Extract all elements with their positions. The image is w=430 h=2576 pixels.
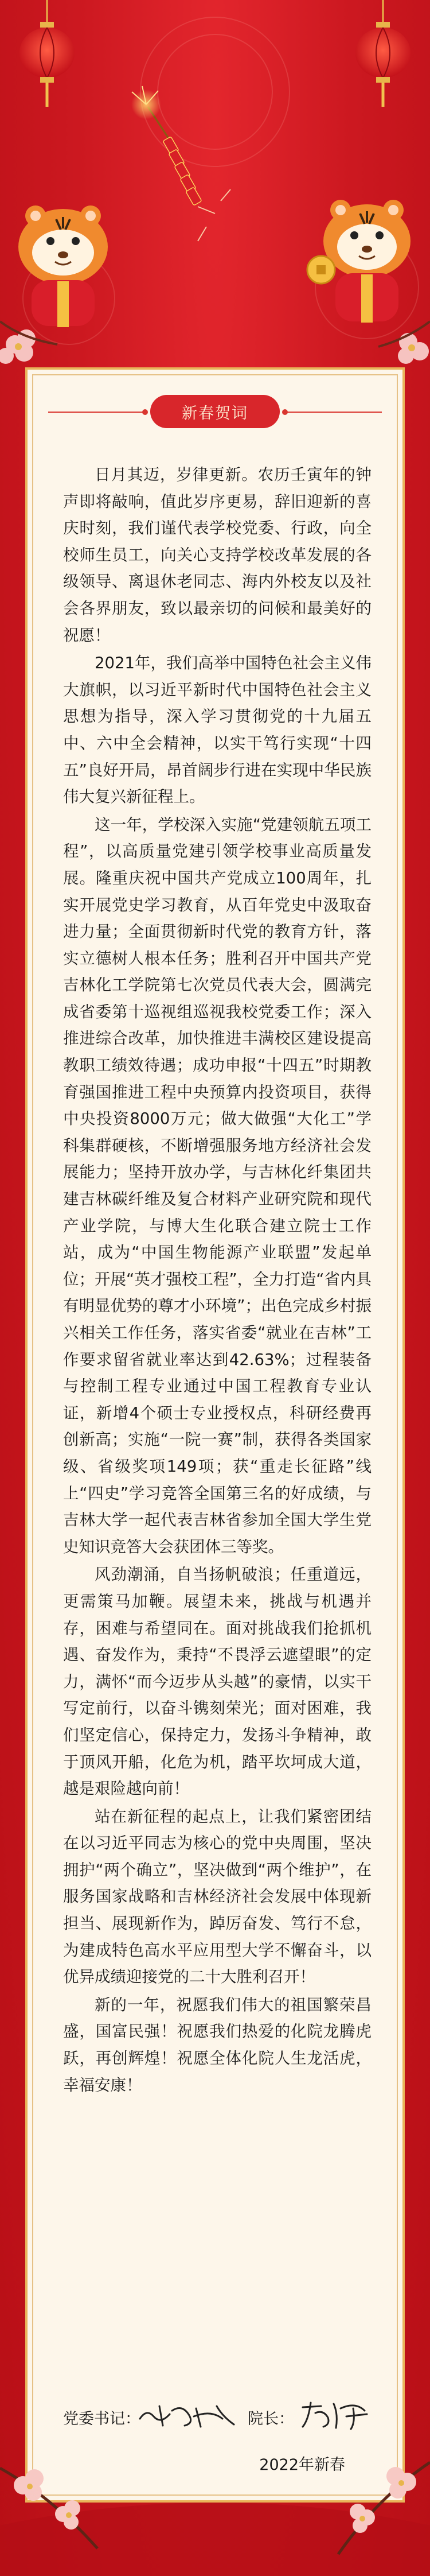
party-secretary-label: 党委书记： <box>63 2410 140 2428</box>
paragraph: 风劲潮涌，自当扬帆破浪；任重道远，更需策马加鞭。展望未来，挑战与机遇并存，困难与希望同在。面对挑战我们抢抓机遇、奋发作为，秉持“不畏浮云遮望眼”的定力，满怀“而今迈步从头越”的豪情，以实干写定前行，以奋斗镌刻荣光；面对困难，我们坚定信心，保持定力，发扬斗争精神，敢于顶风开船，化危为机，踏平坎坷成大道，越是艰险越向前！ <box>63 1565 372 1798</box>
footer-decoration <box>0 2411 430 2576</box>
greeting-body <box>63 461 372 2100</box>
president-label: 院长： <box>248 2410 294 2428</box>
paragraph: 新的一年，祝愿我们伟大的祖国繁荣昌盛，国富民强！祝愿我们热爱的化院龙腾虎跃，再创辉煌！祝愿全体化院人生龙活虎，幸福安康！ <box>63 1995 372 2094</box>
greeting-card <box>25 367 405 2503</box>
plum-blossom-icon <box>378 321 430 364</box>
title-dot-left <box>142 409 148 415</box>
title-divider-right <box>286 412 382 413</box>
lantern-icon <box>19 0 75 107</box>
tiger-mascot-icon <box>307 200 411 323</box>
card-title: 新春贺词 <box>150 395 280 428</box>
tiger-mascot-icon <box>18 205 108 327</box>
title-divider-left <box>48 412 144 413</box>
lantern-icon <box>355 0 411 107</box>
card-title-row <box>28 395 402 429</box>
footer-illustration <box>0 2411 430 2576</box>
greeting-date: 2022年新春 <box>259 2456 345 2474</box>
plum-blossom-icon <box>0 321 57 364</box>
banner-illustration <box>0 0 430 379</box>
paragraph: 日月其迈，岁律更新。农历壬寅年的钟声即将敲响，值此岁序更易，辞旧迎新的喜庆时刻，我们谨代表学校党委、行政，向全校师生员工，向关心支持学校改革发展的各级领导、离退休老同志、海内外校友以及社会各界朋友，致以最亲切的问候和最美好的祝愿！ <box>63 465 372 645</box>
new-year-banner <box>0 0 430 367</box>
firecracker-icon <box>131 86 202 205</box>
paragraph: 2021年，我们高举中国特色社会主义伟大旗帜，以习近平新时代中国特色社会主义思想为指导，深入学习贯彻党的十九届五中、六中全会精神，以实干笃行实现“十四五”良好开局，昂首阔步行进在实现中华民族伟大复兴新征程上。 <box>63 654 372 806</box>
paragraph: 站在新征程的起点上，让我们紧密团结在以习近平同志为核心的党中央周围，坚决拥护“两个确立”，坚决做到“两个维护”，在服务国家战略和吉林经济社会发展中体现新担当、展现新作为，踔厉奋发、笃行不怠，为建成特色高水平应用型大学不懈奋斗，以优异成绩迎接党的二十大胜利召开！ <box>63 1807 372 1987</box>
paragraph: 这一年，学校深入实施“党建领航五项工程”，以高质量党建引领学校事业高质量发展。隆重庆祝中国共产党成立100周年，扎实开展党史学习教育，从百年党史中汲取奋进力量；全面贯彻新时代党的教育方针，落实立德树人根本任务；胜利召开中国共产党吉林化工学院第七次党员代表大会，圆满完成省委第十巡视组巡视我校党委工作；深入推进综合改革，加快推进丰满校区建设提高教职工绩效待遇；成功申报“十四五”时期教育强国推进工程中央预算内投资项目，获得中央投资8000万元；做大做强“大化工”学科集群硬核，不断增强服务地方经济社会发展能力；坚持开放办学，与吉林化纤集团共建吉林碳纤维及复合材料产业研究院和现代产业学院，与博大生化联合建立院士工作站，成为“中国生物能源产业联盟”发起单位；开展“英才强校工程”，全力打造“省内具有明显优势的尊才小环境”；出色完成乡村振兴相关工作任务，落实省委“就业在吉林”工作要求留省就业率达到42.63%；过程装备与控制工程专业通过中国工程教育专业认证，新增4个硕士专业授权点，科研经费再创新高；实施“一院一赛”制，获得各类国家级、省级奖项149项；获“重走长征路”线上“四史”学习竞答全国第三名的好成绩，与吉林大学一起代表吉林省参加全国大学生党史知识竞答大会获团体三等奖。 <box>63 815 372 1556</box>
